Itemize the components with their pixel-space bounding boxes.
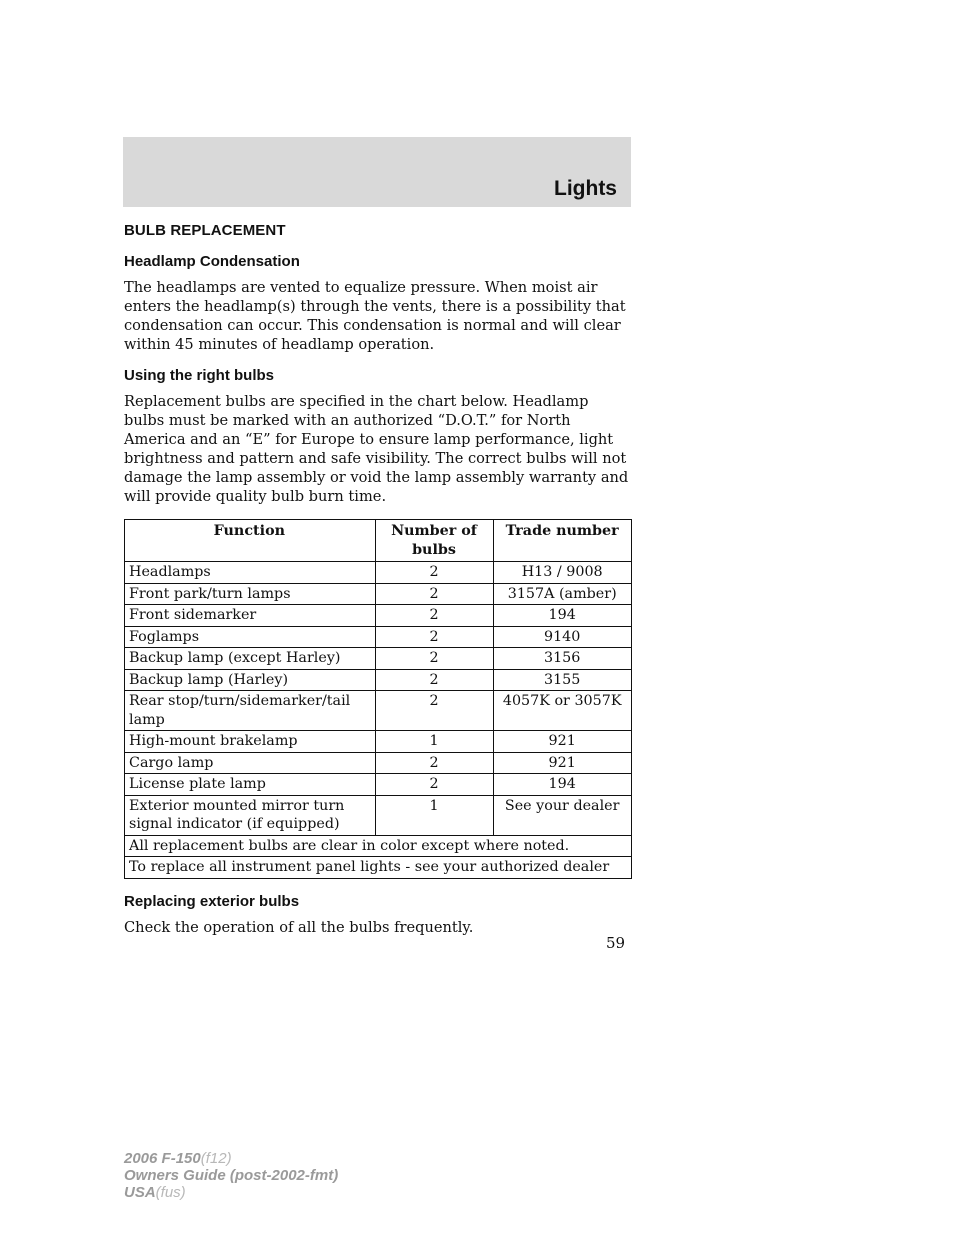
document-footer	[124, 1150, 338, 1201]
headlamp-condensation-text: The headlamps are vented to equalize pressure. When moist air enters the headlamp(s) through the vents, there is a possibility that condensation can occur. This condensation is normal and will clear within 45 minutes of headlamp operation.	[124, 279, 626, 353]
cell-number: 2	[375, 605, 494, 627]
footer-market: USA	[124, 1184, 156, 1201]
cell-trade: 194	[494, 774, 632, 796]
cell-function: License plate lamp	[125, 774, 376, 796]
table-row	[125, 648, 632, 670]
header-number-of-bulbs: Number of bulbs	[375, 520, 494, 562]
table-row	[125, 731, 632, 753]
table-note: To replace all instrument panel lights - see your authorized dealer	[125, 857, 632, 879]
replacing-exterior-bulbs-heading: Replacing exterior bulbs	[124, 892, 300, 910]
cell-number: 2	[375, 691, 494, 731]
footer-market-code: (fus)	[155, 1184, 186, 1201]
table-row	[125, 562, 632, 584]
table-row	[125, 669, 632, 691]
watermark: carmanualsonline.info	[726, 1215, 939, 1237]
header-trade-number: Trade number	[494, 520, 632, 562]
table-row	[125, 605, 632, 627]
cell-number: 2	[375, 583, 494, 605]
cell-function: Backup lamp (except Harley)	[125, 648, 376, 670]
replacing-exterior-bulbs-text: Check the operation of all the bulbs frequently.	[124, 918, 474, 936]
cell-number: 1	[375, 731, 494, 753]
table-row	[125, 626, 632, 648]
cell-number: 2	[375, 626, 494, 648]
cell-function: Foglamps	[125, 626, 376, 648]
right-bulbs-text: Replacement bulbs are specified in the chart below. Headlamp bulbs must be marked with an authorized “D.O.T.” for North America and an “E” for Europe to ensure lamp performance, light brightness and pattern and safe visibility. The correct bulbs will not damage the lamp assembly or void the lamp assembly warranty and will provide quality bulb burn time.	[124, 393, 629, 505]
cell-function: Headlamps	[125, 562, 376, 584]
footer-guide: Owners Guide (post-2002-fmt)	[124, 1167, 339, 1184]
cell-trade: 3155	[494, 669, 632, 691]
cell-number: 2	[375, 752, 494, 774]
cell-trade: 921	[494, 752, 632, 774]
cell-trade: See your dealer	[494, 795, 632, 835]
bulb-table	[124, 519, 632, 879]
cell-trade: 3157A (amber)	[494, 583, 632, 605]
cell-number: 2	[375, 669, 494, 691]
footer-model-code: (f12)	[200, 1150, 232, 1167]
headlamp-condensation-heading: Headlamp Condensation	[124, 253, 300, 270]
cell-trade: H13 / 9008	[494, 562, 632, 584]
cell-number: 2	[375, 774, 494, 796]
cell-trade: 921	[494, 731, 632, 753]
section-header	[123, 137, 631, 207]
table-note-row	[125, 835, 632, 857]
cell-number: 2	[375, 648, 494, 670]
table-note: All replacement bulbs are clear in color except where noted.	[125, 835, 632, 857]
table-row	[125, 583, 632, 605]
cell-trade: 9140	[494, 626, 632, 648]
cell-function: High-mount brakelamp	[125, 731, 376, 753]
cell-number: 1	[375, 795, 494, 835]
cell-function: Cargo lamp	[125, 752, 376, 774]
cell-function: Rear stop/turn/sidemarker/tail lamp	[125, 691, 376, 731]
table-row	[125, 691, 632, 731]
cell-function: Backup lamp (Harley)	[125, 669, 376, 691]
cell-function: Front park/turn lamps	[125, 583, 376, 605]
footer-model: 2006 F-150	[124, 1150, 201, 1167]
page-heading: BULB REPLACEMENT	[124, 222, 286, 239]
cell-trade: 3156	[494, 648, 632, 670]
table-row	[125, 752, 632, 774]
section-title: Lights	[554, 177, 617, 200]
right-bulbs-heading: Using the right bulbs	[124, 367, 274, 384]
table-note-row	[125, 857, 632, 879]
cell-number: 2	[375, 562, 494, 584]
page-number: 59	[606, 934, 626, 952]
cell-trade: 4057K or 3057K	[494, 691, 632, 731]
page-content	[124, 222, 632, 950]
cell-function: Front sidemarker	[125, 605, 376, 627]
cell-trade: 194	[494, 605, 632, 627]
table-row	[125, 795, 632, 835]
header-function: Function	[125, 520, 376, 562]
table-row	[125, 774, 632, 796]
table-header-row	[125, 520, 632, 562]
cell-function: Exterior mounted mirror turn signal indicator (if equipped)	[125, 795, 376, 835]
